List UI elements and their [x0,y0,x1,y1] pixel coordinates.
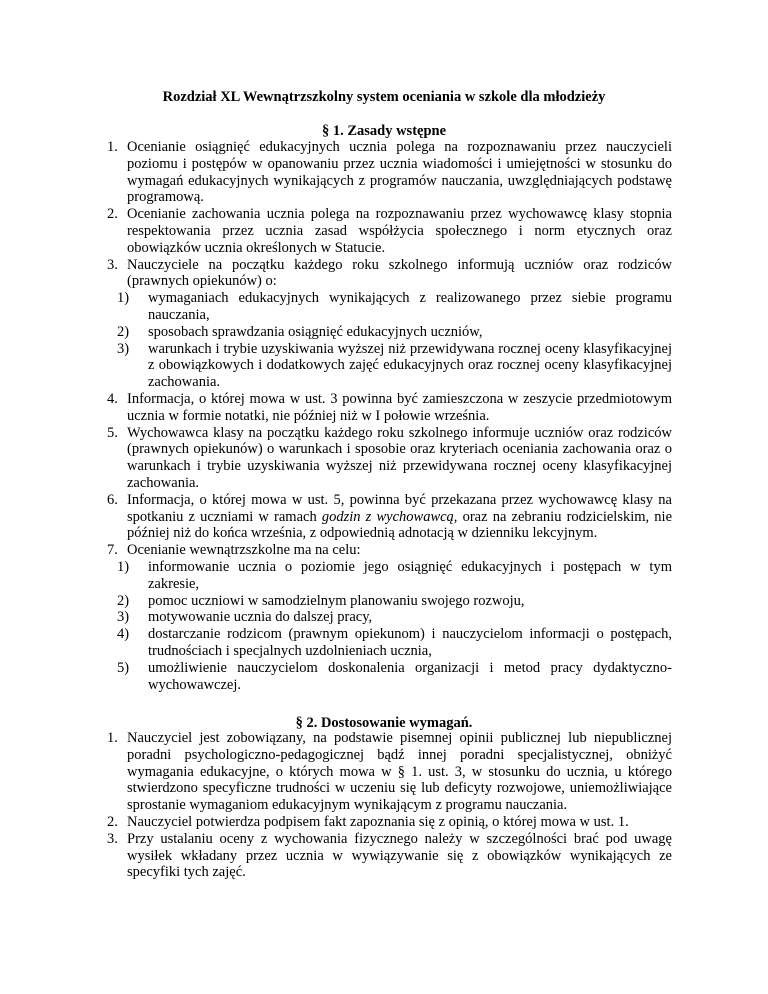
paragraph-number: 3. [107,256,118,273]
paragraph-number: 1. [107,730,118,746]
paragraph-text: Ocenianie wewnątrzszkolne ma na celu: [127,542,361,559]
item-number: 2) [117,592,130,609]
paragraph-text: Przy ustalaniu oceny z wychowania fizycznego należy w szczególności brać pod uwagę wysiłek wkładany przez ucznia w wywiązywanie się z obowiązków wynikających ze specyfiki tych zajęć. [127,830,672,881]
section-2-heading: § 2. Dostosowanie wymagań. [295,715,473,731]
item-text: pomoc uczniowi w samodzielnym planowaniu swojego rozwoju, [148,592,525,609]
item-number: 2) [117,323,130,340]
paragraph-text: Wychowawca klasy na początku każdego roku szkolnego informuje uczniów oraz rodziców (prawnych opiekunów) o warunkach i sposobie oraz kryteriach oceniania zachowania oraz o warunkach i trybie uzyskiwania wyższej niż przewidywana rocznej oceny klasyfikacyjnej zachowania. [127,424,672,491]
paragraph-text: Informacja, o której mowa w ust. 3 powinna być zamieszczona w zeszycie przedmiotowym ucznia w formie notatki, nie później niż w I połowie września. [127,390,672,424]
section-1-body [0,139,768,693]
paragraph-2-2 [107,813,672,831]
paragraph-number: 2. [107,206,118,223]
list-item-7-4 [117,626,672,660]
paragraph-italic-text: godzin z wychowawcą, [321,508,458,525]
paragraph-number: 1. [107,139,118,155]
paragraph-text: oraz na zebraniu rodzicielskim, nie później niż do końca września, z odpowiednią adnotacją w dzienniku lekcyjnym. [127,508,673,542]
item-number: 5) [117,659,130,676]
paragraph-number: 5. [107,424,118,441]
item-text: sposobach sprawdzania osiągnięć edukacyjnych uczniów, [148,323,483,340]
item-text: motywowanie ucznia do dalszej pracy, [148,609,373,626]
item-text: dostarczanie rodzicom (prawnym opiekunom) i nauczycielom informacji o postępach, trudnościach i specjalnych uzdolnieniach ucznia, [148,626,672,659]
section-2-body [0,730,768,881]
paragraph-1-5 [107,424,672,492]
list-item-7-2 [117,592,672,610]
item-text: wymaganiach edukacyjnych wynikających z realizowanego przez siebie programu nauczania, [148,290,672,323]
item-text: umożliwienie nauczycielom doskonalenia organizacji i metod pracy dydaktyczno-wychowawczej. [148,659,672,693]
list-item-7-3 [117,609,672,626]
paragraph-1-4 [107,390,672,425]
paragraph-text: Ocenianie osiągnięć edukacyjnych ucznia polega na rozpoznawaniu przez nauczycieli poziomu i postępów w opanowaniu przez ucznia wiadomości i umiejętności w stosunku do wymagań edukacyjnych wynikających z programów nauczania, uwzględniających podstawę programową. [127,139,672,206]
paragraph-1-1 [107,139,672,206]
paragraph-1-3 [107,256,672,291]
list-item-7-5 [117,659,672,694]
chapter-title: Rozdział XL Wewnątrzszkolny system oceniania w szkole dla młodzieży [162,89,606,105]
paragraph-number: 7. [107,542,118,559]
paragraph-2-3 [107,830,672,881]
paragraph-1-7 [107,542,672,559]
paragraph-number: 3. [107,830,118,847]
paragraph-text: Nauczyciel jest zobowiązany, na podstawie pisemnej opinii publicznej lub niepublicznej poradni psychologiczno-pedagogicznej bądź innej poradni specjalistycznej, obniżyć wymagania edukacyjne, o których mowa w § 1. ust. 3, w stosunku do ucznia, u którego stwierdzono specyficzne trudności w uczeniu się lub deficyty rozwojowe, uniemożliwiające sprostanie wymaganiom edukacyjnym wynikającym z programu nauczania. [127,730,672,814]
paragraph-text: Nauczyciel potwierdza podpisem fakt zapoznania się z opinią, o której mowa w ust. 1. [127,813,629,830]
item-number: 1) [117,558,130,575]
paragraph-number: 2. [107,813,118,830]
paragraph-1-6 [107,491,673,542]
item-text: informowanie ucznia o poziomie jego osiągnięć edukacyjnych i postępach w tym zakresie, [148,558,672,592]
item-text: warunkach i trybie uzyskiwania wyższej niż przewidywana rocznej oceny klasyfikacyjnej z obowiązkowych i dodatkowych zajęć edukacyjnych oraz rocznej oceny klasyfikacyjnej zachowania. [148,340,672,391]
list-item-7-1 [117,558,672,593]
paragraph-1-2 [107,206,672,256]
list-item-3-2 [117,323,672,341]
paragraph-2-1 [107,730,672,814]
paragraph-text: Ocenianie zachowania ucznia polega na rozpoznawaniu przez wychowawcę klasy stopnia respektowania przez ucznia zasad współżycia społecznego i norm etycznych oraz obowiązków ucznia określonych w Statucie. [127,206,672,256]
paragraph-number: 6. [107,491,118,508]
paragraph-text: Nauczyciele na początku każdego roku szkolnego informują uczniów oraz rodziców (prawnych opiekunów) o: [127,256,672,290]
item-number: 3) [117,609,130,626]
item-number: 1) [117,290,130,307]
item-number: 4) [117,626,130,643]
paragraph-text: Informacja, o której mowa w ust. 5, powinna być przekazana przez wychowawcę klasy na spotkaniu z uczniami w ramach [127,491,672,525]
paragraph-number: 4. [107,390,118,407]
list-item-3-1 [117,290,672,324]
section-1-heading: § 1. Zasady wstępne [321,123,447,139]
list-item-3-3 [117,340,672,391]
item-number: 3) [117,340,130,357]
